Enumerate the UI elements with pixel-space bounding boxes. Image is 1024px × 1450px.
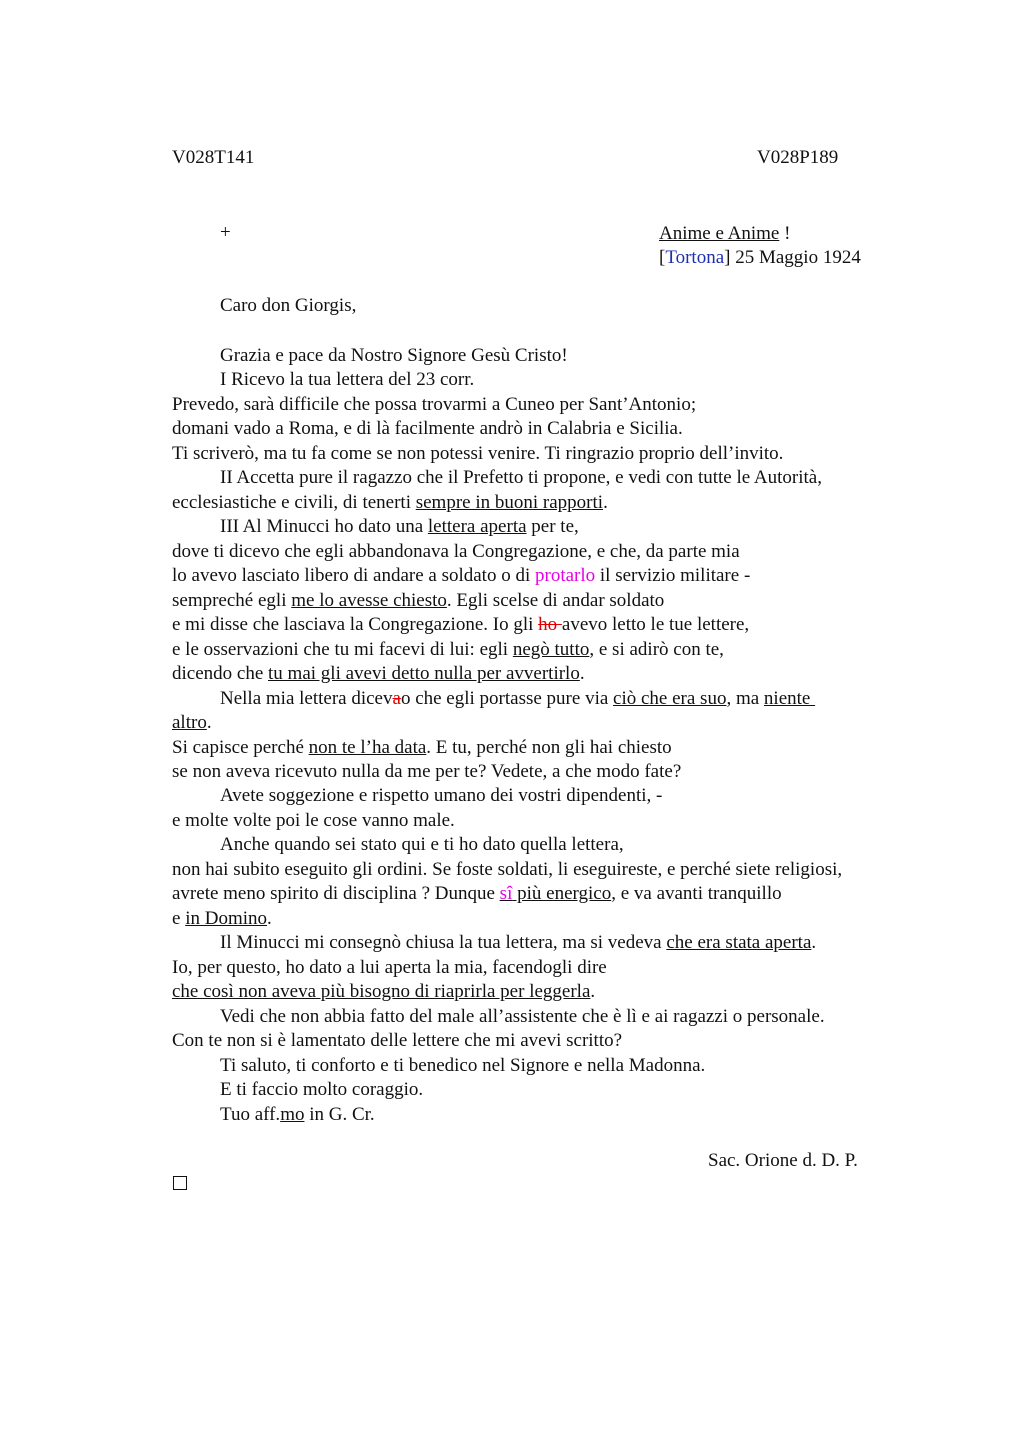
text-line: Prevedo, sarà difficile che possa trovarmi a Cuneo per Sant’Antonio; — [172, 393, 697, 415]
text-run: ecclesiastiche e civili, di tenerti — [172, 491, 416, 513]
heading-block — [659, 222, 861, 271]
text-line — [172, 515, 912, 539]
underlined-text: niente — [763, 687, 816, 709]
underlined-text: più energico — [512, 883, 612, 905]
text-line: Ti saluto, ti conforto e ti benedico nel Signore e nella Madonna. — [220, 1054, 706, 1076]
text-run: . — [603, 491, 608, 513]
signature: Sac. Orione d. D. P. — [708, 1150, 858, 1171]
text-line: e molte volte poi le cose vanno male. — [172, 809, 455, 831]
document-code-left: V028T141 — [172, 147, 255, 168]
end-square-icon — [173, 1176, 187, 1190]
motto: Anime e Anime — [659, 223, 780, 244]
text-line — [172, 613, 912, 637]
underlined-text: tu mai gli avevi detto nulla per avvertirlo — [268, 663, 580, 685]
text-run: Nella mia lettera dicev — [220, 687, 393, 709]
text-run: lo avevo lasciato libero di andare a soldato o di — [172, 565, 535, 587]
text-line — [172, 491, 912, 515]
motto-excl: ! — [779, 223, 791, 244]
deleted-text: a — [392, 687, 401, 709]
inserted-text: protarlo — [535, 565, 596, 587]
underlined-text: sempre in buoni rapporti — [415, 491, 604, 513]
text-line: Ti scriverò, ma tu fa come se non potessi venire. Ti ringrazio proprio dell’invito. — [172, 442, 784, 464]
inserted-text: sî — [499, 883, 513, 905]
text-line: non hai subito eseguito gli ordini. Se foste soldati, li eseguireste, e perché siete religiosi, — [172, 858, 843, 880]
text-run: . Egli scelse di andar soldato — [446, 589, 665, 611]
cross-mark: + — [220, 222, 231, 243]
salutation: Caro don Giorgis, — [220, 295, 357, 316]
underlined-text: me lo avesse chiesto — [291, 589, 447, 611]
underlined-text: altro — [172, 712, 207, 734]
underlined-text: non te l’ha data — [308, 736, 427, 758]
text-run: Tuo aff. — [220, 1103, 281, 1125]
text-line — [172, 931, 912, 955]
text-line: Vedi che non abbia fatto del male all’assistente che è lì e ai ragazzi o personale. — [220, 1005, 825, 1027]
text-line: I Ricevo la tua lettera del 23 corr. — [220, 369, 475, 391]
text-run: III Al Minucci ho dato una — [220, 516, 428, 538]
text-run: e le osservazioni che tu mi facevi di lui: egli — [172, 638, 513, 660]
text-run: avevo letto le tue lettere, — [561, 614, 750, 636]
text-run: , ma — [726, 687, 764, 709]
text-run: il servizio militare - — [595, 565, 751, 587]
text-line — [172, 882, 912, 906]
text-run: e mi disse che lasciava la Congregazione. Io gli — [172, 614, 539, 636]
underlined-text: in Domino — [185, 907, 267, 929]
text-run: per te, — [526, 516, 579, 538]
deleted-text: ho — [538, 614, 562, 636]
text-line — [172, 1103, 912, 1127]
text-run: in G. Cr. — [304, 1103, 375, 1125]
underlined-text: che così non aveva più bisogno di riaprirla per leggerla — [172, 981, 591, 1003]
text-line — [172, 907, 912, 931]
bracket-close: ] — [724, 247, 731, 269]
text-run: dicendo che — [172, 663, 269, 685]
dateline — [659, 246, 861, 270]
text-run: e — [172, 907, 186, 929]
text-run: . — [590, 981, 596, 1003]
text-run: . — [579, 663, 585, 685]
date: 25 Maggio 1924 — [730, 247, 861, 269]
text-line — [172, 564, 912, 588]
text-line — [172, 638, 912, 662]
text-run: avrete meno spirito di disciplina ? Dunque — [172, 883, 500, 905]
text-line: se non aveva ricevuto nulla da me per te? Vedete, a che modo fate? — [172, 760, 682, 782]
text-run: Si capisce perché — [172, 736, 309, 758]
text-run: sempreché egli — [172, 589, 292, 611]
text-line — [172, 687, 912, 711]
text-line: Avete soggezione e rispetto umano dei vostri dipendenti, - — [220, 785, 663, 807]
text-line — [172, 662, 912, 686]
text-line — [172, 589, 912, 613]
text-run: , e si adirò con te, — [589, 638, 724, 660]
text-run: Il Minucci mi consegnò chiusa la tua lettera, ma si vedeva — [220, 932, 667, 954]
motto-line — [659, 222, 861, 246]
bracket-open: [ — [659, 247, 666, 269]
text-run: . E tu, perché non gli hai chiesto — [426, 736, 672, 758]
text-line: Con te non si è lamentato delle lettere che mi avevi scritto? — [172, 1030, 623, 1052]
text-run: o che egli portasse pure via — [400, 687, 614, 709]
text-line — [172, 980, 912, 1004]
text-run: . — [267, 907, 272, 929]
place-name: Tortona — [665, 247, 725, 269]
letter-body — [172, 344, 912, 1127]
text-line: Grazia e pace da Nostro Signore Gesù Cristo! — [220, 345, 568, 366]
text-line: E ti faccio molto coraggio. — [220, 1079, 424, 1101]
text-line — [172, 711, 912, 735]
text-run: . — [811, 932, 817, 954]
text-line: domani vado a Roma, e di là facilmente andrò in Calabria e Sicilia. — [172, 418, 683, 440]
text-line — [172, 736, 912, 760]
text-line: Anche quando sei stato qui e ti ho dato quella lettera, — [220, 834, 624, 856]
underlined-text: che era stata aperta — [666, 932, 812, 954]
text-line: dove ti dicevo che egli abbandonava la Congregazione, e che, da parte mia — [172, 540, 740, 562]
underlined-text: negò tutto — [512, 638, 590, 660]
text-line: Io, per questo, ho dato a lui aperta la mia, facendogli dire — [172, 956, 607, 978]
text-run: . — [206, 712, 212, 734]
document-code-right: V028P189 — [757, 147, 839, 168]
underlined-text: ciò che era suo — [613, 687, 727, 709]
underlined-text: lettera aperta — [427, 516, 527, 538]
underlined-text: mo — [280, 1103, 305, 1125]
text-run: , e va avanti tranquillo — [611, 883, 782, 905]
text-line: II Accetta pure il ragazzo che il Prefetto ti propone, e vedi con tutte le Autorità, — [220, 467, 822, 489]
